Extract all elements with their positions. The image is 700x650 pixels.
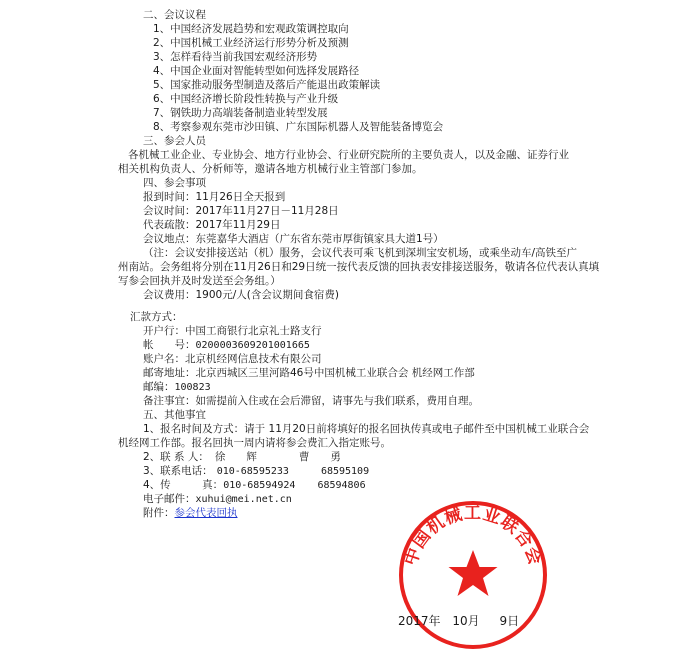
agenda-item: 7、钢铁助力高端装备制造业转型发展 (153, 107, 328, 119)
agenda-heading: 二、会议议程 (143, 9, 206, 21)
registration-info: 1、报名时间及方式：请于 11月20日前将填好的报名回执传真或电子邮件至中国机械工业联合会 (143, 423, 590, 435)
matters-heading: 四、参会事项 (143, 177, 206, 189)
star-icon (449, 550, 498, 596)
phone-number: 010-68595233 (216, 466, 289, 477)
remark: 备注事宜：如需提前入住或在会后滞留，请事先与我们联系，费用自理。 (143, 395, 479, 407)
participants-text: 各机械工业企业、专业协会、地方行业协会、行业研究院所的主要负责人，以及金融、证券行业 (128, 149, 569, 161)
postcode: 100823 (174, 382, 211, 393)
transport-note: 州南站。会务组将分别在11月26日和29日统一按代表反馈的回执表安排接送服务，敬请各位代表认真填 (118, 261, 600, 273)
other-heading: 五、其他事宜 (143, 409, 206, 421)
contact-label: 2、联 系 人： (143, 451, 209, 463)
phone-number: 68595109 (320, 466, 370, 477)
date-day: 9日 (499, 614, 520, 628)
fax-number: 68594806 (317, 480, 366, 491)
email-label: 电子邮件： (143, 493, 196, 505)
dispersal-date: 代表疏散：2017年11月29日 (143, 219, 281, 231)
agenda-item: 5、国家推动服务型制造及落后产能退出政策解读 (153, 79, 381, 91)
mail-address: 邮寄地址：北京西城区三里河路46号中国机械工业联合会 机经网工作部 (143, 367, 475, 379)
bank-name: 开户行：中国工商银行北京礼士路支行 (143, 325, 322, 337)
account-label: 帐 号： (143, 339, 196, 351)
agenda-item: 6、中国经济增长阶段性转换与产业升级 (153, 93, 339, 105)
attachment-row (143, 506, 238, 520)
agenda-item: 3、怎样看待当前我国宏观经济形势 (153, 51, 318, 63)
fax-row (143, 478, 366, 493)
phone-label: 3、联系电话： (143, 465, 213, 477)
remittance-heading: 汇款方式： (130, 311, 183, 323)
phone-row (143, 464, 369, 479)
agenda-item: 2、中国机械工业经济运行形势分析及预测 (153, 37, 349, 49)
agenda-item: 4、中国企业面对智能转型如何选择发展路径 (153, 65, 360, 77)
seal-text: 中国机械工业联合会 (400, 503, 546, 569)
transport-note: （注：会议安排接送站（机）服务，会议代表可乘飞机到深圳宝安机场，或乘坐动车/高铁至广 (143, 247, 578, 259)
issue-date (398, 614, 519, 628)
transport-note: 写参会回执并及时发送至会务组。） (118, 275, 281, 287)
contact-row (143, 450, 341, 464)
email-address: xuhui@mei.net.cn (195, 494, 292, 505)
attachment-label: 附件： (143, 507, 175, 519)
meeting-location: 会议地点：东莞嘉华大酒店（广东省东莞市厚街镇家具大道1号） (143, 233, 444, 245)
report-time: 报到时间：11月26日全天报到 (143, 191, 286, 203)
account-name: 账户名：北京机经网信息技术有限公司 (143, 353, 322, 365)
date-year: 2017年 (398, 614, 441, 628)
participants-heading: 三、参会人员 (143, 135, 206, 147)
meeting-fee: 会议费用：1900元/人(含会议期间食宿费) (143, 289, 339, 301)
agenda-item: 1、中国经济发展趋势和宏观政策调控取向 (153, 23, 349, 35)
fax-label: 4、传 真： (143, 479, 224, 491)
account-number-row (143, 338, 310, 353)
fax-number: 010-68594924 (223, 480, 296, 491)
contact-names: 徐 辉 曹 勇 (214, 451, 341, 463)
account-number: 0200003609201001665 (195, 340, 310, 351)
postcode-row (143, 380, 211, 395)
attachment-link[interactable]: 参会代表回执 (174, 507, 238, 519)
email-row (143, 492, 292, 507)
agenda-item: 8、考察参观东莞市沙田镇、广东国际机器人及智能装备博览会 (153, 121, 444, 133)
postcode-label: 邮编： (143, 381, 175, 393)
date-month: 10月 (452, 614, 480, 628)
meeting-time: 会议时间：2017年11月27日－11月28日 (143, 205, 339, 217)
registration-info: 机经网工作部。报名回执一周内请将参会费汇入指定账号。 (118, 437, 391, 449)
participants-text: 相关机构负责人、分析师等，邀请各地方机械行业主管部门参加。 (118, 163, 423, 175)
